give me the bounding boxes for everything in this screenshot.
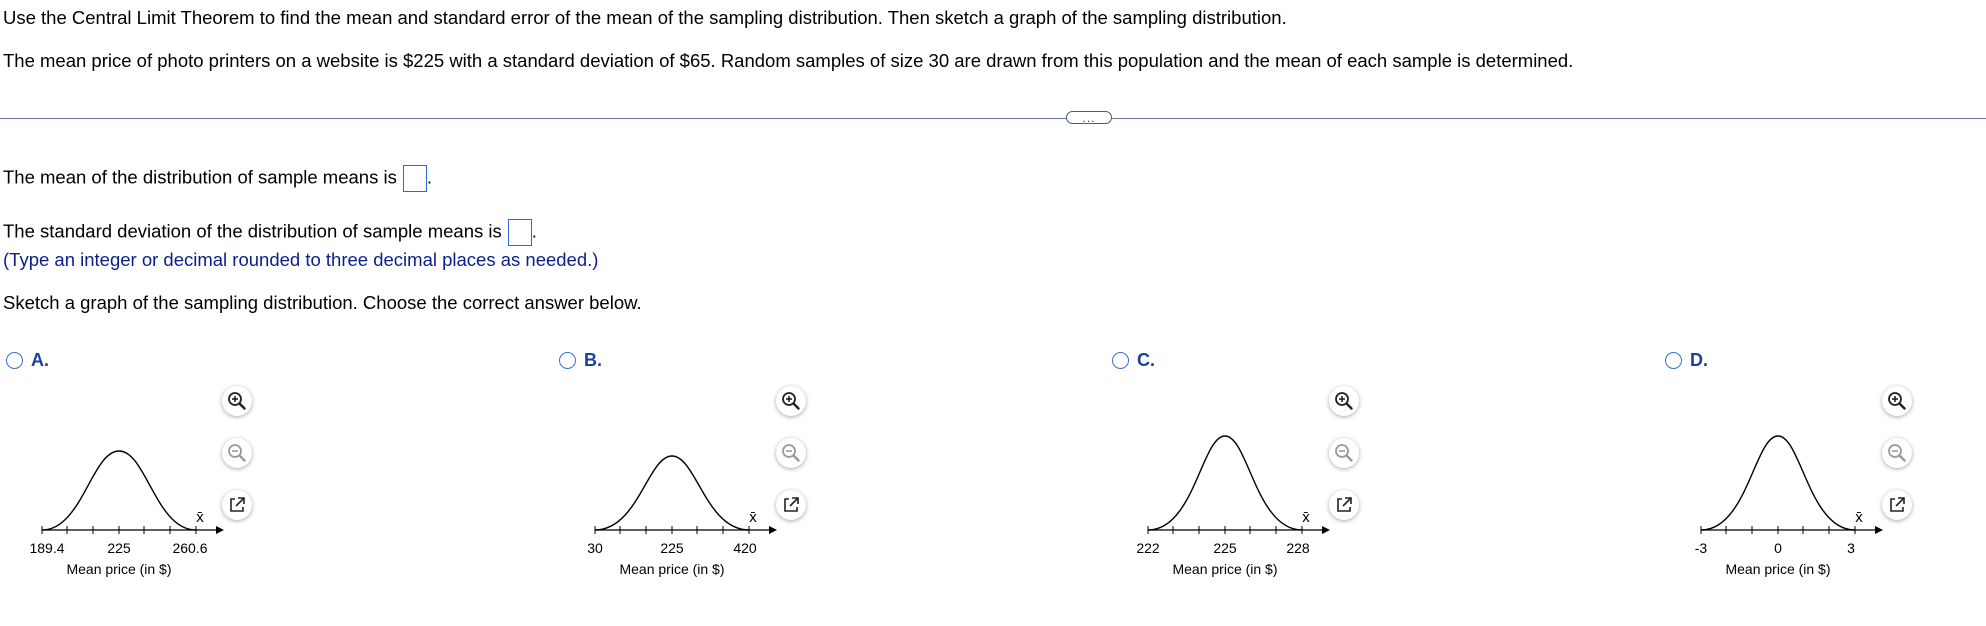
option-b-radio[interactable] — [559, 352, 576, 369]
problem-statement: The mean price of photo printers on a website is $225 with a standard deviation of $65. Random samples of size 30 are drawn from this population and the mean of each sample is determined. — [3, 50, 1574, 71]
zoom-in-button[interactable] — [222, 386, 252, 416]
zoom-in-icon — [1887, 391, 1907, 411]
x-axis-arrow — [216, 526, 224, 534]
option-a-graph — [20, 420, 220, 590]
zoom-out-button[interactable] — [1329, 438, 1359, 468]
section-divider — [0, 118, 1986, 119]
option-a-radio[interactable] — [6, 352, 23, 369]
zoom-in-icon — [1334, 391, 1354, 411]
open-graph-button[interactable] — [1882, 490, 1912, 520]
instruction-text: Use the Central Limit Theorem to find the mean and standard error of the mean of the sampling distribution. Then sketch a graph of the sampling distribution. — [3, 7, 1287, 28]
zoom-out-icon — [227, 443, 247, 463]
option-b-label: B. — [584, 350, 602, 370]
sd-prompt: The standard deviation of the distribution of sample means is — [3, 220, 502, 242]
zoom-out-button[interactable] — [1882, 438, 1912, 468]
open-external-icon — [1335, 496, 1353, 514]
zoom-out-icon — [1887, 443, 1907, 463]
x-bar-symbol: x̄ — [1855, 509, 1863, 526]
x-bar-symbol: x̄ — [1302, 509, 1310, 526]
option-d[interactable] — [1665, 350, 1708, 371]
zoom-out-icon — [781, 443, 801, 463]
mean-answer-input[interactable] — [403, 165, 427, 192]
show-more-button[interactable]: ... — [1066, 111, 1112, 124]
normal-curve — [595, 456, 749, 530]
option-a-label: A. — [31, 350, 49, 370]
zoom-in-button[interactable] — [1882, 386, 1912, 416]
open-graph-button[interactable] — [222, 490, 252, 520]
format-hint: (Type an integer or decimal rounded to three decimal places as needed.) — [3, 249, 599, 270]
option-c-label: C. — [1137, 350, 1155, 370]
sd-period: . — [531, 220, 537, 242]
tick-label-high: 260.6 — [172, 540, 208, 556]
zoom-out-button[interactable] — [776, 438, 806, 468]
open-external-icon — [1888, 496, 1906, 514]
zoom-in-icon — [227, 391, 247, 411]
sd-answer-row — [3, 219, 537, 246]
zoom-out-button[interactable] — [222, 438, 252, 468]
option-a[interactable] — [6, 350, 49, 371]
option-d-radio[interactable] — [1665, 352, 1682, 369]
open-graph-button[interactable] — [1329, 490, 1359, 520]
option-d-label: D. — [1690, 350, 1708, 370]
x-axis-arrow — [769, 526, 777, 534]
mean-period: . — [426, 166, 432, 188]
tick-label-high: 228 — [1286, 540, 1310, 556]
open-external-icon — [782, 496, 800, 514]
x-bar-symbol: x̄ — [196, 509, 204, 526]
option-c-radio[interactable] — [1112, 352, 1129, 369]
x-axis-label: Mean price (in $) — [619, 561, 725, 577]
x-axis-arrow — [1875, 526, 1883, 534]
option-d-graph — [1679, 420, 1879, 590]
zoom-in-icon — [781, 391, 801, 411]
mean-answer-row — [3, 165, 432, 192]
tick-label-high: 420 — [733, 540, 757, 556]
zoom-in-button[interactable] — [776, 386, 806, 416]
mean-prompt: The mean of the distribution of sample means is — [3, 166, 397, 188]
x-axis-label: Mean price (in $) — [66, 561, 172, 577]
zoom-out-icon — [1334, 443, 1354, 463]
tick-label-low: 189.4 — [29, 540, 65, 556]
tick-label-low: 222 — [1136, 540, 1160, 556]
option-b[interactable] — [559, 350, 602, 371]
open-external-icon — [228, 496, 246, 514]
tick-label-center: 225 — [107, 540, 131, 556]
sketch-prompt: Sketch a graph of the sampling distribution. Choose the correct answer below. — [3, 292, 642, 313]
x-axis-arrow — [1322, 526, 1330, 534]
option-c-graph — [1126, 420, 1326, 590]
x-bar-symbol: x̄ — [749, 509, 757, 526]
option-b-graph — [573, 420, 773, 590]
normal-curve — [1148, 436, 1302, 530]
tick-label-low: 30 — [587, 540, 603, 556]
sd-answer-input[interactable] — [508, 219, 532, 246]
tick-label-low: -3 — [1694, 540, 1708, 556]
tick-label-high: 3 — [1847, 540, 1855, 556]
option-c[interactable] — [1112, 350, 1155, 371]
zoom-in-button[interactable] — [1329, 386, 1359, 416]
tick-label-center: 225 — [660, 540, 684, 556]
open-graph-button[interactable] — [776, 490, 806, 520]
tick-label-center: 0 — [1774, 540, 1782, 556]
normal-curve — [1701, 436, 1855, 530]
x-axis-label: Mean price (in $) — [1172, 561, 1278, 577]
x-axis-label: Mean price (in $) — [1725, 561, 1831, 577]
normal-curve — [42, 451, 196, 530]
tick-label-center: 225 — [1213, 540, 1237, 556]
